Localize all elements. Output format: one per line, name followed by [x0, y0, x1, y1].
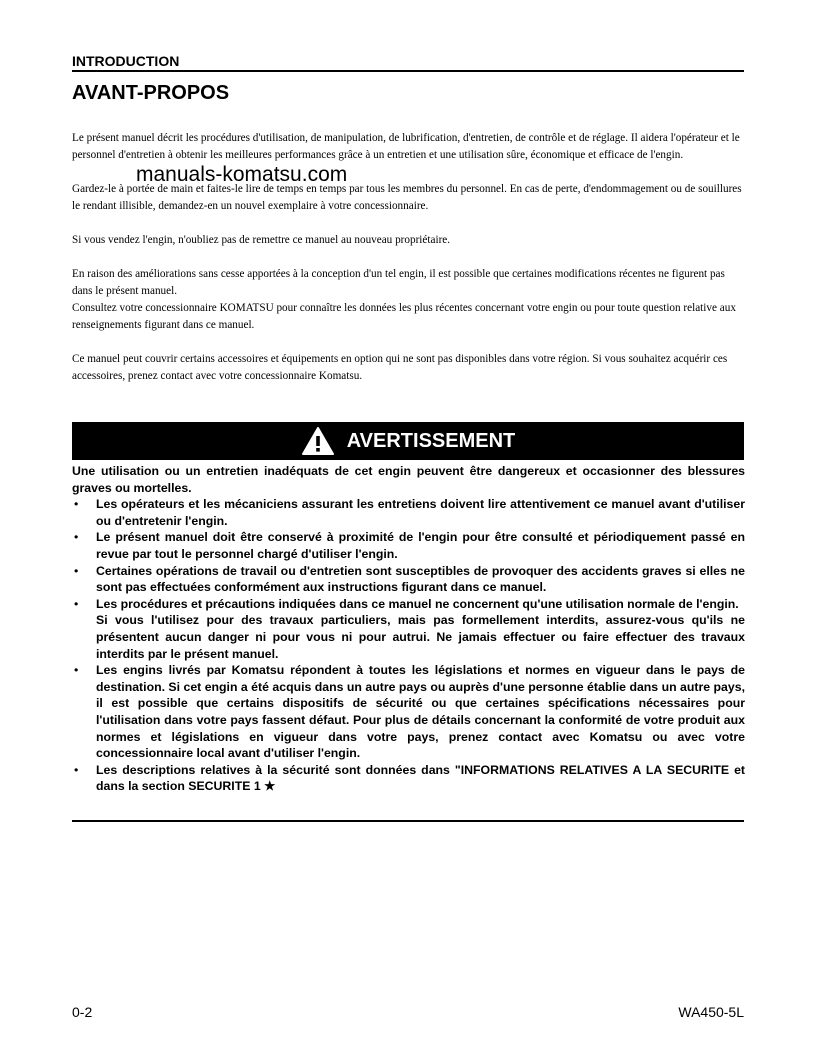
bullet: • [74, 596, 79, 611]
warning-banner [72, 422, 744, 460]
warning-lead: Une utilisation ou un entretien inadéquats de cet engin peuvent être dangereux et occasionner des blessures graves ou mortelles. [72, 464, 745, 495]
section-divider [72, 820, 744, 822]
warning-item-text: Les procédures et précautions indiquées dans ce manuel ne concernent qu'une utilisation normale de l'engin. Si vous l'utilisez pour des travaux particuliers, mais pas formellement interdits, assurez-vous qu'ils ne présentent aucun danger ni pour vous ni pour autrui. Ne jamais effectuer ou faire effectuer des travaux interdits par le présent manuel. [96, 596, 745, 661]
page-number: 0-2 [72, 1004, 93, 1020]
intro-paragraph: Le présent manuel décrit les procédures d'utilisation, de manipulation, de lubrification, d'entretien, de contrôle et de réglage. Il aidera l'opérateur et le personnel d'entretien à obtenir les meilleures performances grâce à un entretien et une utilisation sûre, économique et efficace de l'engin. [72, 132, 740, 161]
bullet: • [74, 563, 79, 578]
bullet: • [74, 497, 79, 512]
warning-item-text: Les opérateurs et les mécaniciens assurant les entretiens doivent lire attentivement ce manuel avant d'utiliser ou d'entretenir l'engin. [96, 497, 745, 528]
warning-title: AVERTISSEMENT [346, 429, 516, 452]
warning-item [72, 596, 745, 662]
watermark: manuals-komatsu.com [136, 163, 348, 186]
bullet: • [74, 530, 79, 545]
warning-item [72, 563, 745, 596]
warning-item [72, 762, 745, 795]
intro-paragraph: Ce manuel peut couvrir certains accessoires et équipements en option qui ne sont pas disponibles dans votre région. Si vous souhaitez acquérir ces accessoires, prenez contact avec votre concessionnaire Komatsu. [72, 353, 728, 382]
warning-item-text: Les descriptions relatives à la sécurité sont données dans "INFORMATIONS RELATIVES A LA SECURITE et dans la section SECURITE 1 ★ [96, 762, 745, 794]
warning-item-text: Les engins livrés par Komatsu répondent à toutes les législations et normes en vigueur dans le pays de destination. Si cet engin a été acquis dans un autre pays ou auprès d'une personne établie dans un autre pays, il est possible que certains dispositifs de sécurité ou que certaines spécifications nécessaires pour l'utilisation dans votre pays fassent défaut. Pour plus de détails concernant la conformité de votre produit aux normes et législations en vigueur dans votre pays, prenez contact avec Komatsu ou avec votre concessionnaire local avant d'utiliser l'engin. [96, 663, 745, 761]
intro-paragraph: Gardez-le à portée de main et faites-le lire de temps en temps par tous les membres du personnel. En cas de perte, d'endommagement ou de souillures le rendant illisible, demandez-en un nouvel exemplaire à votre concessionnaire. [72, 183, 742, 212]
warning-item-text: Certaines opérations de travail ou d'entretien sont susceptibles de provoquer des accidents graves si elles ne sont pas effectuées conformément aux instructions figurant dans ce manuel. [96, 563, 745, 595]
section-header: INTRODUCTION [72, 53, 744, 72]
intro-paragraph: Si vous vendez l'engin, n'oubliez pas de remettre ce manuel au nouveau propriétaire. [72, 234, 451, 246]
warning-triangle-icon [301, 426, 335, 456]
warning-item [72, 496, 745, 529]
model-number: WA450-5L [678, 1004, 744, 1020]
bullet: • [74, 663, 79, 678]
warning-item [72, 529, 745, 562]
warning-item [72, 662, 745, 762]
intro-paragraph: En raison des améliorations sans cesse apportées à la conception d'un tel engin, il est possible que certaines modifications récentes ne figurent pas dans le présent manuel. Consultez votre concessionnaire KOMATSU pour connaître les données les plus récentes concernant votre engin ou pour toute question relative aux renseignements figurant dans ce manuel. [72, 268, 736, 331]
bullet: • [74, 762, 79, 777]
page-title: AVANT-PROPOS [72, 82, 230, 104]
warning-list [72, 496, 745, 795]
warning-item-text: Le présent manuel doit être conservé à proximité de l'engin pour être consulté et périodiquement passé en revue par tout le personnel chargé d'utiliser l'engin. [96, 530, 745, 561]
warning-body [72, 463, 745, 795]
